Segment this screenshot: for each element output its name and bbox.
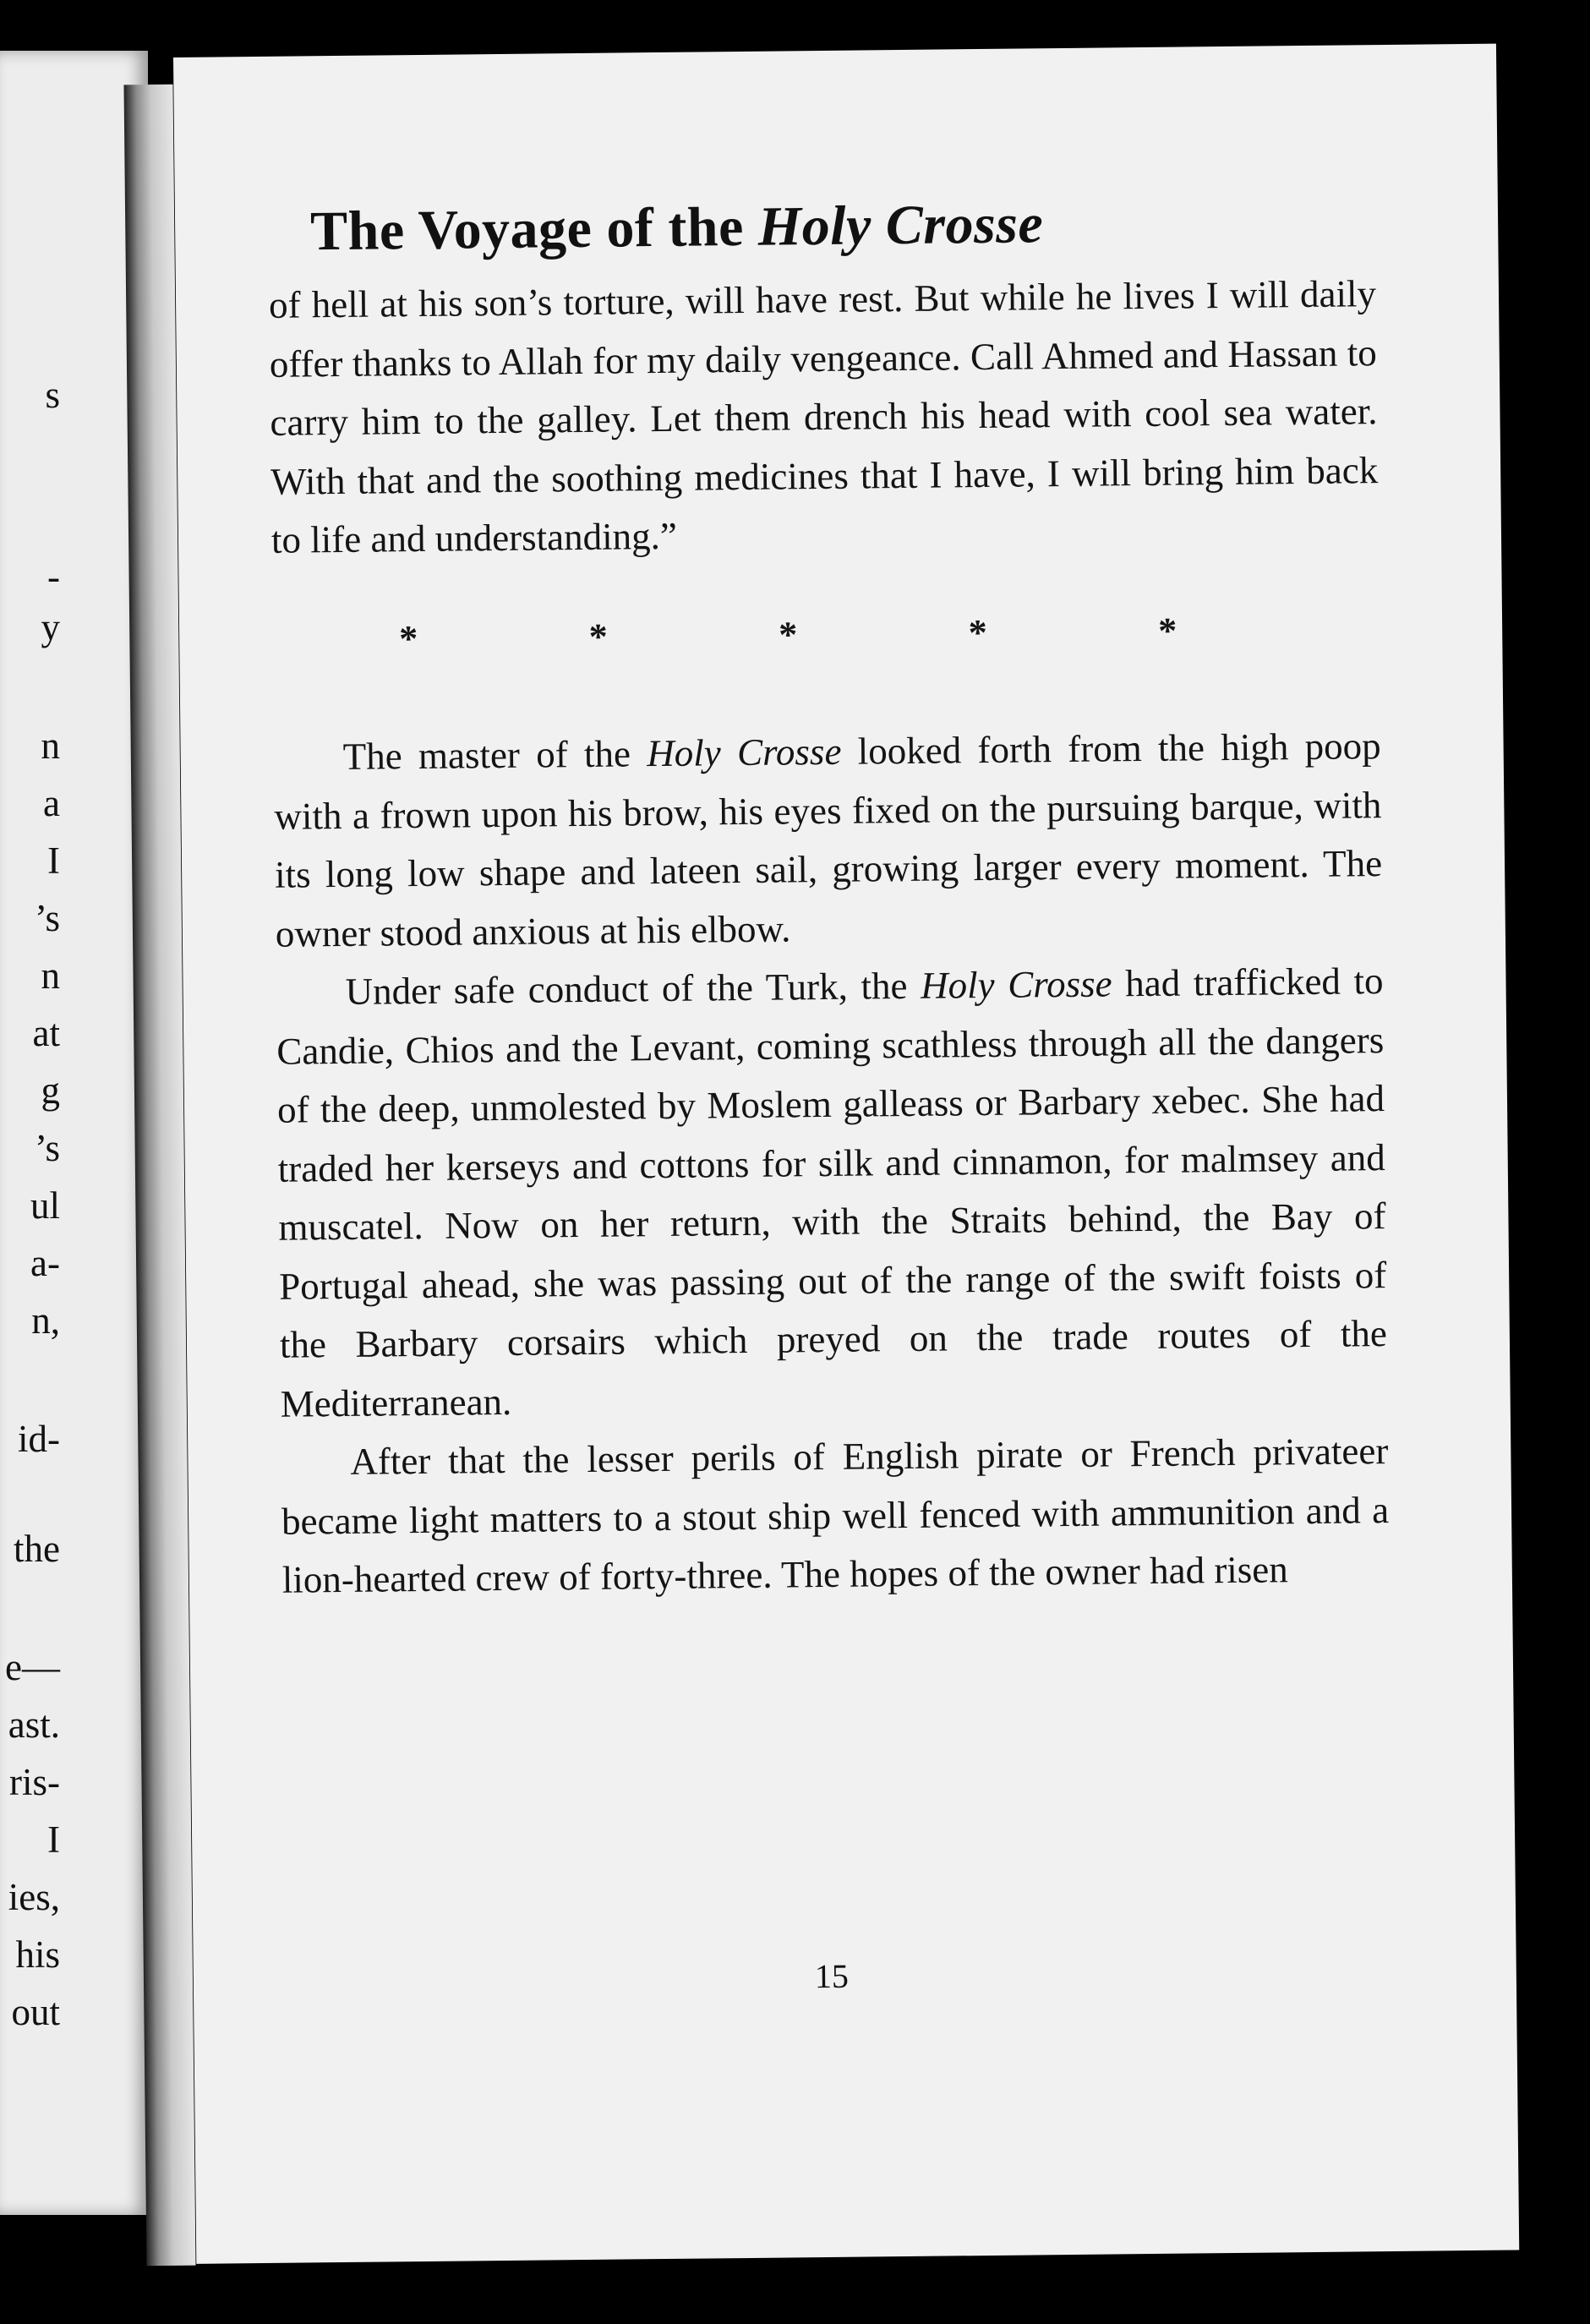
left-page-fragment: - <box>47 555 60 598</box>
left-page-fragment: his <box>15 1933 60 1976</box>
left-page-fragment: ies, <box>8 1876 60 1918</box>
left-page-fragment: I <box>47 1818 60 1861</box>
left-page-fragment: n <box>41 954 60 997</box>
ship-name: Holy Crosse <box>646 730 842 775</box>
ship-name: Holy Crosse <box>920 962 1112 1007</box>
left-page-fragment: a- <box>30 1242 60 1284</box>
left-page-fragment: ris- <box>9 1761 60 1803</box>
left-page-fragment: ’s <box>34 897 60 939</box>
paragraph-text: looked forth from the high poop with a frown upon his brow, his eyes fixed on the pursuing barque, with its long low shape and lateen sail, growing larger every moment. The owner stood anxious at his elbow. <box>274 725 1383 955</box>
paragraph <box>273 717 1383 964</box>
left-page-fragment: ul <box>30 1184 60 1227</box>
book-page <box>173 44 1519 2264</box>
paragraph-text: The master of the <box>342 732 647 778</box>
running-head <box>310 189 1325 265</box>
left-page-fragment: ’s <box>34 1127 60 1169</box>
left-page-fragment: at <box>32 1012 60 1054</box>
asterisk: * <box>398 617 418 659</box>
left-page-fragment: out <box>11 1991 60 2033</box>
paragraph-text: had trafficked to Candie, Chios and the Levant, coming scathless through all the dangers of the deep, unmolested by Moslem galleass or Barbary xebec. She had traded her kerseys and cottons for silk and cinnamon, for malmsey and muscatel. Now on her return, with the Straits behind, the Bay of Portugal ahead, she was passing out of the range of the swift foists of the Barbary corsairs which preyed on the trade routes of the Mediterranean. <box>276 960 1388 1425</box>
paragraph-text: Under safe conduct of the Turk, the <box>345 964 921 1013</box>
running-head-text: The Voyage of the <box>309 195 745 263</box>
running-head-ship-name: Holy Crosse <box>757 193 1044 258</box>
left-page-fragment: e— <box>5 1646 60 1688</box>
left-page-fragment: a <box>43 782 60 824</box>
left-page-fragment: s <box>45 374 60 416</box>
left-facing-page <box>0 51 148 2215</box>
left-page-fragment: g <box>41 1069 60 1112</box>
paragraph <box>276 952 1388 1434</box>
paragraph: After that the lesser perils of English pirate or French privateer became light matters to a stout ship well fenced with ammunition and a lion-hearted crew of forty-three. The hopes of the owner had risen <box>281 1430 1390 1601</box>
left-page-fragment: the <box>14 1528 60 1570</box>
body-text <box>269 265 1390 1610</box>
asterisk: * <box>778 613 798 656</box>
left-page-fragment: n, <box>31 1299 60 1342</box>
page-number: 15 <box>814 1956 850 1996</box>
left-page-fragment: I <box>47 839 60 882</box>
left-page-fragment: id- <box>18 1418 60 1460</box>
asterisk: * <box>588 615 608 658</box>
asterisk: * <box>1157 610 1177 652</box>
left-page-fragment: n <box>41 725 60 767</box>
left-page-fragment: ast. <box>8 1703 60 1746</box>
section-break-asterisks <box>399 601 1177 668</box>
paragraph-continued: of hell at his son’s torture, will have rest. But while he lives I will daily offer thanks to Allah for my daily vengeance. Call Ahmed and Hassan to carry him to the galley. Let them drench his head with cool sea water. With that and the soothing medicines that I have, I will bring him back to life and understanding.” <box>268 272 1379 561</box>
left-page-fragment: y <box>41 606 60 648</box>
asterisk: * <box>968 611 987 653</box>
